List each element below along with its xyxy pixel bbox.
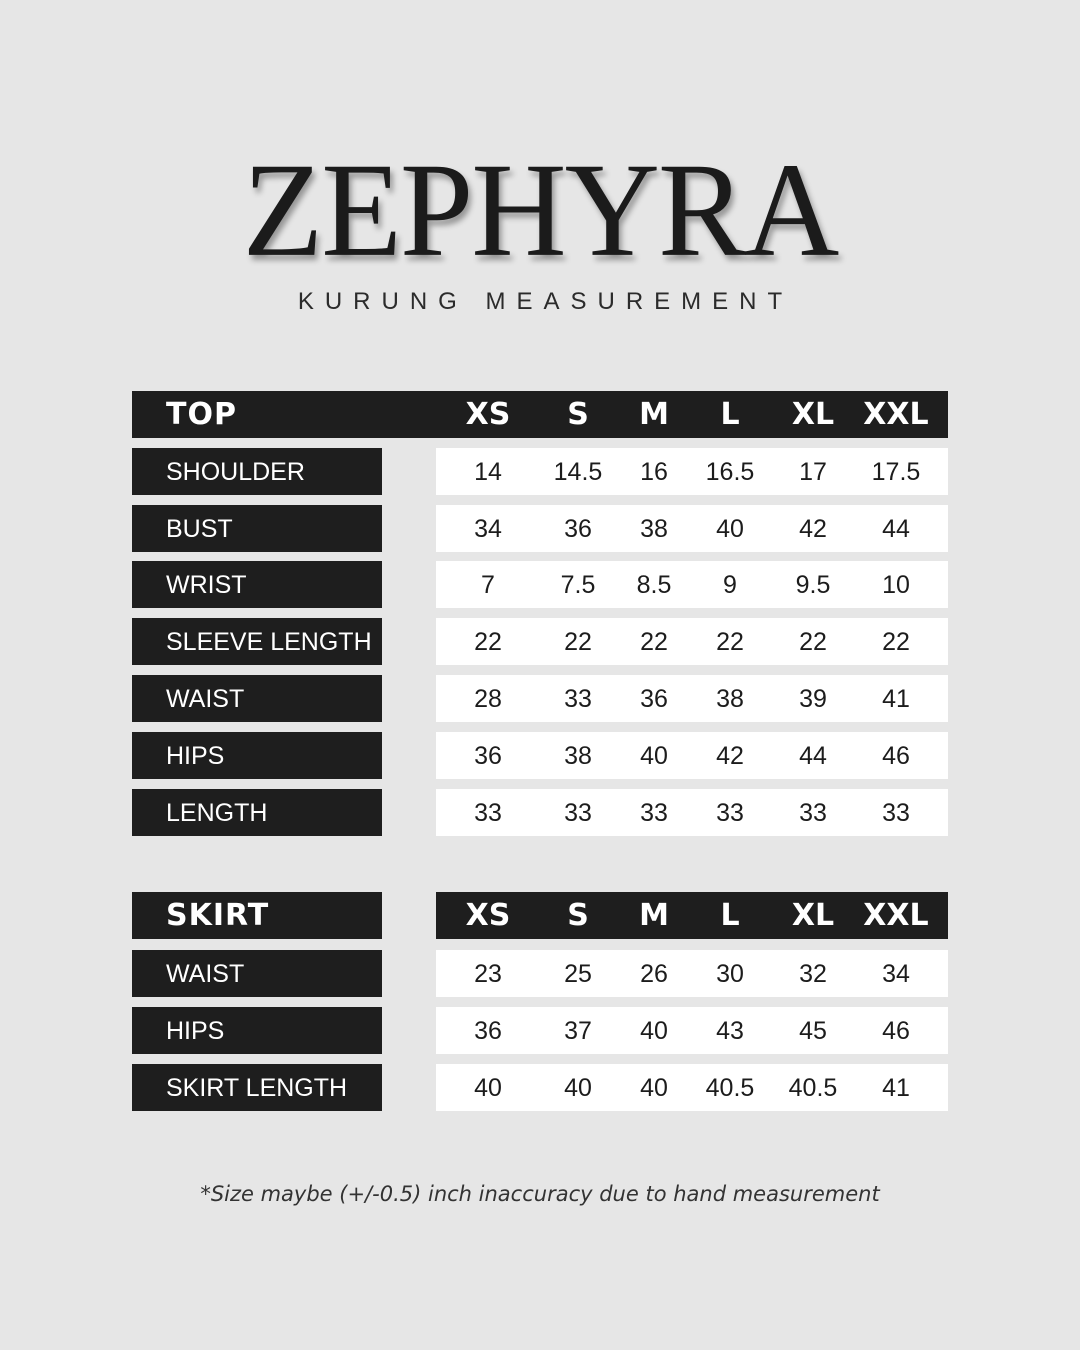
row-label: WAIST <box>132 950 382 997</box>
cell-value: 33 <box>882 799 910 827</box>
cell-value: 36 <box>564 515 592 543</box>
size-header-l: L <box>720 397 740 432</box>
cell-value: 7 <box>481 571 495 599</box>
size-header-m: M <box>639 397 669 432</box>
table-row <box>132 1064 948 1111</box>
table-row <box>132 950 948 997</box>
cell-value: 40 <box>640 1017 668 1045</box>
cell-value: 46 <box>882 742 910 770</box>
top-heading: TOP <box>132 391 382 438</box>
cell-value: 40.5 <box>705 1074 755 1102</box>
cell-value: 33 <box>564 685 592 713</box>
cell-value: 17.5 <box>871 458 921 486</box>
size-header-xs: XS <box>465 397 511 432</box>
row-values <box>436 448 948 495</box>
cell-value: 40 <box>564 1074 592 1102</box>
size-header-s: S <box>567 397 589 432</box>
row-label: SKIRT LENGTH <box>132 1064 382 1111</box>
size-header-xl: XL <box>791 397 835 432</box>
cell-value: 26 <box>640 960 668 988</box>
cell-value: 38 <box>716 685 744 713</box>
row-values <box>436 1064 948 1111</box>
row-values <box>436 675 948 722</box>
table-row <box>132 448 948 495</box>
cell-value: 22 <box>882 628 910 656</box>
cell-value: 22 <box>716 628 744 656</box>
cell-value: 34 <box>882 960 910 988</box>
page-subtitle: KURUNG MEASUREMENT <box>297 288 794 315</box>
size-header-s: S <box>567 898 589 933</box>
cell-value: 36 <box>474 742 502 770</box>
cell-value: 32 <box>799 960 827 988</box>
cell-value: 16 <box>640 458 668 486</box>
cell-value: 34 <box>474 515 502 543</box>
cell-value: 43 <box>716 1017 744 1045</box>
size-header-xxl: XXL <box>863 397 929 432</box>
cell-value: 41 <box>882 685 910 713</box>
cell-value: 23 <box>474 960 502 988</box>
cell-value: 45 <box>799 1017 827 1045</box>
cell-value: 17 <box>799 458 827 486</box>
row-label: LENGTH <box>132 789 382 836</box>
cell-value: 9 <box>723 571 737 599</box>
size-header-xs: XS <box>465 898 511 933</box>
cell-value: 36 <box>474 1017 502 1045</box>
cell-value: 38 <box>564 742 592 770</box>
cell-value: 22 <box>474 628 502 656</box>
row-label: BUST <box>132 505 382 552</box>
cell-value: 22 <box>799 628 827 656</box>
size-header-l: L <box>720 898 740 933</box>
size-header-xxl: XXL <box>863 898 929 933</box>
row-label: WAIST <box>132 675 382 722</box>
cell-value: 46 <box>882 1017 910 1045</box>
table-row <box>132 618 948 665</box>
size-header-xl: XL <box>791 898 835 933</box>
cell-value: 40 <box>716 515 744 543</box>
row-values <box>436 1007 948 1054</box>
cell-value: 9.5 <box>795 571 831 599</box>
cell-value: 7.5 <box>560 571 596 599</box>
table-row <box>132 732 948 779</box>
cell-value: 37 <box>564 1017 592 1045</box>
cell-value: 30 <box>716 960 744 988</box>
skirt-size-headers <box>436 892 948 939</box>
cell-value: 22 <box>564 628 592 656</box>
row-values <box>436 505 948 552</box>
table-row <box>132 675 948 722</box>
cell-value: 40 <box>474 1074 502 1102</box>
cell-value: 42 <box>799 515 827 543</box>
cell-value: 22 <box>640 628 668 656</box>
cell-value: 8.5 <box>636 571 672 599</box>
cell-value: 33 <box>474 799 502 827</box>
cell-value: 25 <box>564 960 592 988</box>
table-row <box>132 1007 948 1054</box>
cell-value: 44 <box>799 742 827 770</box>
cell-value: 40 <box>640 1074 668 1102</box>
cell-value: 14.5 <box>553 458 603 486</box>
cell-value: 42 <box>716 742 744 770</box>
top-size-headers <box>436 391 948 438</box>
row-label: SLEEVE LENGTH <box>132 618 382 665</box>
table-row <box>132 561 948 608</box>
table-row <box>132 789 948 836</box>
row-values <box>436 732 948 779</box>
cell-value: 28 <box>474 685 502 713</box>
cell-value: 16.5 <box>705 458 755 486</box>
row-label: WRIST <box>132 561 382 608</box>
cell-value: 38 <box>640 515 668 543</box>
size-header-m: M <box>639 898 669 933</box>
cell-value: 33 <box>564 799 592 827</box>
cell-value: 33 <box>716 799 744 827</box>
cell-value: 41 <box>882 1074 910 1102</box>
cell-value: 14 <box>474 458 502 486</box>
row-label: SHOULDER <box>132 448 382 495</box>
table-row <box>132 505 948 552</box>
cell-value: 40 <box>640 742 668 770</box>
skirt-heading: SKIRT <box>132 892 382 939</box>
row-values <box>436 789 948 836</box>
cell-value: 40.5 <box>788 1074 838 1102</box>
cell-value: 10 <box>882 571 910 599</box>
row-values <box>436 950 948 997</box>
cell-value: 44 <box>882 515 910 543</box>
row-values <box>436 561 948 608</box>
brand-logo: ZEPHYRA <box>242 134 838 285</box>
row-values <box>436 618 948 665</box>
cell-value: 39 <box>799 685 827 713</box>
cell-value: 36 <box>640 685 668 713</box>
cell-value: 33 <box>799 799 827 827</box>
cell-value: 33 <box>640 799 668 827</box>
measurement-note: *Size maybe (+/-0.5) inch inaccuracy due to hand measurement <box>200 1182 880 1206</box>
row-label: HIPS <box>132 732 382 779</box>
row-label: HIPS <box>132 1007 382 1054</box>
